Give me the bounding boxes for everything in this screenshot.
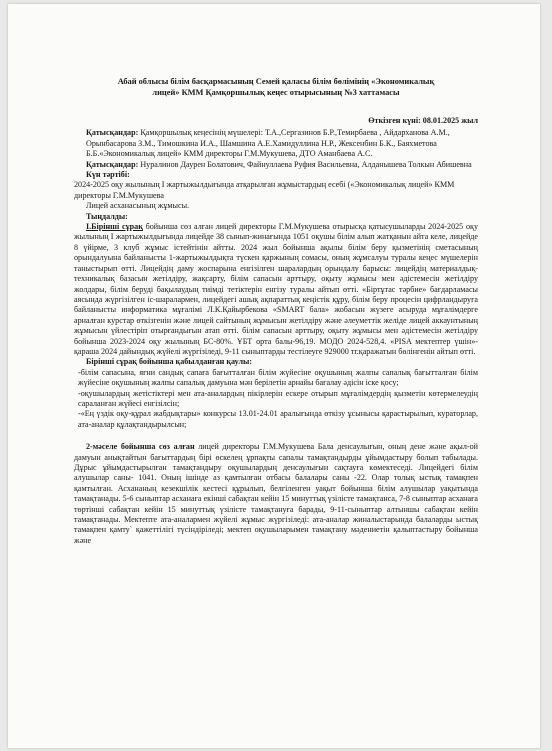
document-body: [74, 76, 478, 546]
title-line-2: лицей» КММ Қамқоршылық кеңес отырысының №3 хаттамасы: [152, 88, 400, 97]
document-page: [8, 4, 540, 748]
title-line-1: Абай облысы білім басқармасының Семей қаласы білім бөлімінің «Экономикалық: [117, 77, 435, 86]
agenda-text-2: Лицей асханасының жұмысы.: [86, 201, 190, 211]
question-1-decision-label: Бірінші сұрақ бойынша қабылданған қаулы:: [86, 357, 253, 367]
agenda-label: Күн тәртібі:: [86, 170, 130, 180]
question-2-paragraph: [74, 442, 478, 546]
attended-label: Қатысқандар:: [86, 159, 139, 169]
decision-item-3: -«Ең үздік оқу-құрал жабдықтары» конкурсы 13.01-24.01 аралығында өткізу ұсынысы қарастырылып, кураторлар, ата-аналар құлақтандырылсын;: [78, 409, 478, 429]
question-2-label: 2-мәселе бойынша сөз алған: [86, 442, 195, 452]
meeting-date: Өткізген күні: 08.01.2025 жыл: [368, 116, 478, 125]
document-title: [74, 76, 478, 98]
attended-text: Нуралинов Даурен Болатович, Файнуллаева Руфия Васильевна, Алданышева Толкын Абишевна: [138, 159, 472, 169]
decision-item-2: -оқушылардың жетістіктері мен ата-аналардың пікірлерін ескере отырып мұғалімдердің қызметін көтермелеудің сараланған жүйесі енгізілсін;: [78, 388, 478, 408]
participants-label: Қатысқандар:: [86, 128, 139, 138]
question-1-label: I.Бірінші сұрақ: [86, 222, 143, 232]
decision-item-1: -білім сапасына, яғни сандық сапаға бағытталған білім жүйесіне оқушының жалпы сапалық бағытталған білім жүйесіне оқушының жалпы сапалық дамуына мән берілетін арнайы бағалау әдісін іске қосу;: [78, 367, 478, 388]
participants-text: Қамқоршылық кеңесінің мүшелері: Т.А.,Сергазинов Б.Р.,Темирбаева , Айдарханова А.М., Орынбасарова З.М., Тимошкина И.А., Шамшина А.Е.Хамидуллина Н.Р., Жексенбин Б.К., Баяхметова Б.Б.«Экономикалық лицей» КММ директоры Г.М.Мукушева, ДТО Аманбаева А.С.: [86, 128, 450, 159]
agenda-text: 2024-2025 оқу жылының I жартыжылдығында атқарылған жұмыстардың есебі («Экономикалық лицей» КММ директоры Г.М.Мукушева: [74, 180, 455, 200]
section-gap: [74, 430, 478, 442]
question-2-text: лицей директоры Г.М.Мукушева Бала денсаулығын, оның дене және ақыл-ой дамуын анықтайтын бағыттардың бірі өскелең ұрпақты сапалы тамақтандырды ұйымдастыру болып табылады. Дұрыс ұйымдастырылған тамақтандыру оқушылардың денсаулығын сақтауға көмектеседі. Лицейдегі білім алушылар саны- 1041. Оның ішінде аз қамтылған отбасы балалары саны -22. Олар толық ыстық тамақпен қамтылған. Асхананың кезекшілік кестесі құрылып, белгіленген уақыт бойынша білім алушылар уақытында тамақтанады. 5-6 сыныптар асханаға екінші сабақтан кейін 15 минуттық үзілісте тамақтанса, 7-8 сыныптар асханаға төртінші сабақтан кейін 15 минуттық үзілісте тамақтануға барады, 9-11-сыныптар алтыншы сабақтан кейін тамақтанады. Мектепте ата-аналармен жүйелі жұмыс жүргізіледі: ата-аналар жиналыстарында балаларды ыстық тамақпен қамту` қажеттілігі түсіндіріледі; мектеп оқушыларымен тамақтану мәдениетін қалыптастыру бойынша және: [74, 442, 478, 545]
participants-paragraph: [74, 128, 478, 159]
heard-label: Тыңдалды:: [86, 211, 128, 221]
attended-paragraph: [74, 160, 478, 170]
question-1-paragraph: [74, 222, 478, 357]
question-1-text: бойынша сөз алған лицей директоры Г.М.Мукушева отырысқа қатысушыларды 2024-2025 оқу жылының I жартыжылдығында лицейде 38 сынып-жинағында 1051 оқушы білім алып жатқанын айта келе, лицейде 8 үйірме, 3 клуб жұмыс істейтінін айтты. 2024 жыл бойынша ақылы білім беру қызметінің сметасының орындалуына байланысты 1-жартыжылдықта түскен қаржының сомасы, оның жұмсалуы туралы кеңес мүшелерін таныстырып өтті. Лицейдің даму жоспарына енгізілген шаралардың орындалу барысы: лицейдің материалдық-техникалық базасын жетілдіру, жақсарту, білім сапасын арттыру, оқыту жұмысы мен әдістемесін жетілдіру жолдары, білім беруді бақылаудың тиімді тетіктерін енгізу туралы айтып өтті. «Біртұтас тәрбие» бағдарламасы аясында жүргізілген іс-шаралармен, лицейдегі ашық ақпараттық кеңістік құру, білім беру процесін цифрландыруға байланысты информатика мұғалімі Л.К.Қайырбекова «SMART бала» жобасын жүзеге асыруда мұғалімдерге арналған курстар өткізгенін және лицей сайтының жұмысын жетілдіру және әлеуметтік желіде лицей аккаунтының жұмысын үйлестіріп отырғандығын атап өтті. білім сапасын арттыру, оқыту жұмысы мен әдістемесін жетілдіру бойынша 2023-2024 оқу жылының БС-80%. ҰБТ орта балы-96,19. МОДО 2024-528,4. «PISA мектептер үшін»-қараша 2024 дайындық жүйелі жүргізіледі, 9-11 сыныптарды тестілеуге 929000 тг.қаражатын бөлінгенін айтып өтті.: [74, 222, 478, 356]
